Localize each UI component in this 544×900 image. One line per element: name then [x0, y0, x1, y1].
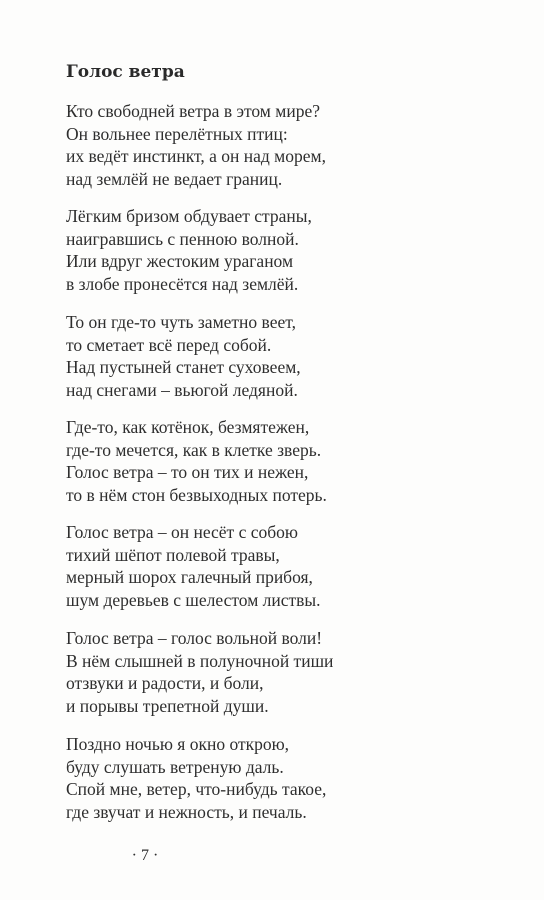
stanza-1	[66, 100, 326, 191]
poem-line: То он где-то чуть заметно веет,	[66, 312, 296, 332]
poem-line: где звучат и нежность, и печаль.	[66, 802, 307, 823]
poem-line: Голос ветра – он несёт с собою	[66, 522, 298, 542]
poem-line: Где-то, как котёнок, безмятежен,	[66, 417, 310, 437]
poem-line: Поздно ночью я окно открою,	[66, 734, 290, 754]
poem-line: Голос ветра – голос вольной воли!	[66, 628, 323, 648]
poem-line: и порывы трепетной души.	[66, 696, 269, 717]
poem-line: то в нём стон безвыходных потерь.	[66, 485, 327, 506]
poem-line: мерный шорох галечный прибоя,	[66, 567, 313, 588]
poem-line: буду слушать ветреную даль.	[66, 756, 284, 777]
poem-line: Голос ветра – то он тих и нежен,	[66, 462, 309, 483]
poem-title: Голос ветра	[66, 62, 185, 82]
poem-line: тихий шёпот полевой травы,	[66, 544, 280, 565]
poem-line: Кто свободней ветра в этом мире?	[66, 101, 320, 121]
poem-line: наигравшись с пенною волной.	[66, 228, 299, 249]
page-number: · 7 ·	[131, 847, 159, 864]
poem-line: над снегами – вьюгой ледяной.	[66, 380, 298, 401]
poem-line: Он вольнее перелётных птиц:	[66, 123, 288, 144]
poem-line: то сметает всё перед собой.	[66, 334, 272, 355]
stanza-2	[66, 205, 312, 296]
poem-line: Над пустыней станет суховеем,	[66, 357, 301, 378]
poem-line: Лёгким бризом обдувает страны,	[66, 206, 312, 226]
poem-line: их ведёт инстинкт, а он над морем,	[66, 146, 326, 167]
poem-line: отзвуки и радости, и боли,	[66, 673, 264, 694]
poem-line: шум деревьев с шелестом листвы.	[66, 590, 321, 611]
stanza-7	[66, 733, 326, 824]
poem-line: В нём слышней в полуночной тиши	[66, 650, 334, 671]
poem-line: в злобе пронесётся над землёй.	[66, 274, 299, 295]
poem-line: где-то мечется, как в клетке зверь.	[66, 439, 322, 460]
poem-line: над землёй не ведает границ.	[66, 169, 283, 190]
stanza-3	[66, 311, 301, 402]
stanza-6	[66, 627, 333, 718]
poem-line: Спой мне, ветер, что-нибудь такое,	[66, 779, 327, 800]
poem-line: Или вдруг жестоким ураганом	[66, 251, 294, 272]
stanza-4	[66, 416, 327, 507]
stanza-5	[66, 521, 321, 612]
